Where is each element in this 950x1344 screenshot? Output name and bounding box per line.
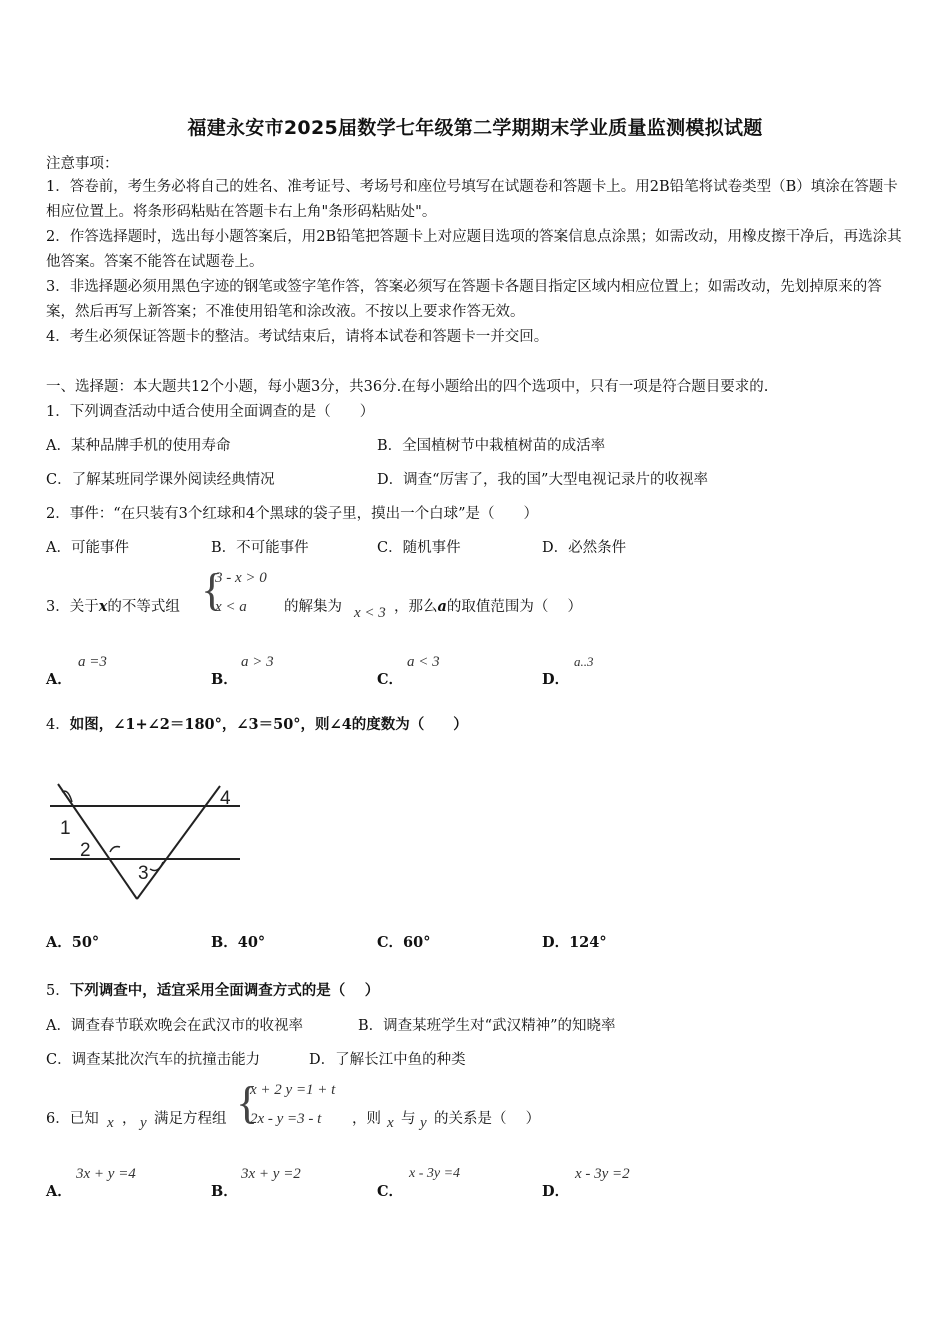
- notice-item-4: 4．考生必须保证答题卡的整洁。考试结束后，请将本试卷和答题卡一并交回。: [46, 329, 549, 345]
- page-title: 福建永安市2025届数学七年级第二学期期末学业质量监测模拟试题: [187, 117, 763, 139]
- q4-option-c[interactable]: C．60°: [377, 934, 431, 951]
- q1-option-a[interactable]: A．某种品牌手机的使用寿命: [46, 438, 231, 454]
- comma: ，: [122, 1111, 137, 1127]
- stem-text: 关于: [69, 599, 99, 615]
- angle-figure: [50, 782, 245, 904]
- question-6: [46, 1107, 99, 1128]
- q3-stem-end: [394, 595, 582, 616]
- notice-item-3: 3．非选择题必须用黑色字迹的钢笔或签字笔作答，答案必须写在答题卡各题目指定区域内相应位置上；如需改动，先划掉原来的答案，然后再写上新答案；不准使用铅笔和涂改液。不按以上要求作答无效。: [46, 279, 882, 320]
- question-number: 5．: [46, 983, 70, 999]
- stem-text: 与: [401, 1111, 416, 1127]
- q3-option-b-label[interactable]: B．: [211, 671, 238, 688]
- question-5: [46, 979, 379, 1000]
- q4-option-b[interactable]: B．40°: [211, 934, 266, 951]
- angle-label-2: 2: [80, 840, 91, 861]
- var-y: y: [140, 1115, 147, 1131]
- var-a: a: [437, 598, 447, 615]
- q6-option-b-math: 3x + y =2: [241, 1166, 301, 1182]
- question-stem: 下列调查中，适宜采用全面调查方式的是（ ）: [69, 982, 380, 999]
- q3-option-d-math: a..3: [574, 654, 594, 669]
- angle-label-3: 3: [138, 863, 149, 884]
- q6-option-c-math: x - 3y =4: [409, 1166, 461, 1181]
- var-x: x: [387, 1115, 394, 1131]
- q3-solution: x < 3: [354, 605, 386, 621]
- question-number: 6．: [46, 1111, 70, 1127]
- q3-option-b-math: a > 3: [241, 654, 274, 670]
- q3-option-a-label[interactable]: A．: [46, 671, 72, 688]
- system-brace: {: [236, 1077, 259, 1128]
- question-stem: 如图，∠1+∠2＝180°，∠3＝50°，则∠4的度数为（ ）: [69, 716, 468, 733]
- question-2: [46, 502, 538, 523]
- q3-option-d-label[interactable]: D．: [542, 671, 570, 688]
- var-x: x: [98, 598, 108, 615]
- q1-option-d[interactable]: D．调查“厉害了，我的国”大型电视记录片的收视率: [377, 472, 708, 488]
- angle-label-1: 1: [60, 818, 71, 839]
- q2-option-c[interactable]: C．随机事件: [377, 540, 461, 556]
- q5-option-a[interactable]: A．调查春节联欢晚会在武汉市的收视率: [46, 1018, 303, 1034]
- q5-option-b[interactable]: B．调查某班学生对“武汉精神”的知晓率: [358, 1018, 616, 1034]
- question-number: 2．: [46, 506, 70, 522]
- system-brace: {: [201, 564, 224, 615]
- question-3: [46, 595, 180, 616]
- q3-option-a-math: a =3: [78, 654, 107, 670]
- stem-text: 已知: [69, 1111, 99, 1127]
- notice-heading: 注意事项：: [46, 156, 119, 172]
- notice-item-1: 1．答卷前，考生务必将自己的姓名、准考证号、考场号和座位号填写在试题卷和答题卡上。用2B铅笔将试卷类型（B）填涂在答题卡相应位置上。将条形码粘贴在答题卡右上角"条形码粘贴处"。: [46, 179, 898, 220]
- section-heading: 一、选择题：本大题共12个小题，每小题3分，共36分.在每小题给出的四个选项中，只有一项是符合题目要求的.: [46, 379, 769, 395]
- q6-option-b-label[interactable]: B．: [211, 1183, 238, 1200]
- q4-option-a[interactable]: A．50°: [46, 934, 100, 951]
- q6-option-a-label[interactable]: A．: [46, 1183, 72, 1200]
- var-x: x: [107, 1115, 114, 1131]
- q3-stem-tail: [284, 595, 342, 616]
- q3-option-c-label[interactable]: C．: [377, 671, 404, 688]
- q5-option-d[interactable]: D．了解长江中鱼的种类: [309, 1052, 466, 1068]
- q5-option-c[interactable]: C．调查某批次汽车的抗撞击能力: [46, 1052, 261, 1068]
- q3-inequality-1: 3 - x > 0: [215, 570, 267, 586]
- question-number: 4．: [46, 717, 70, 733]
- stem-text: 的取值范围为（ ）: [446, 599, 583, 615]
- stem-text: 满足方程组: [154, 1111, 227, 1127]
- q6-equation-1: x + 2 y =1 + t: [250, 1082, 336, 1098]
- q2-option-d[interactable]: D．必然条件: [542, 540, 627, 556]
- q1-option-b[interactable]: B．全国植树节中栽植树苗的成活率: [377, 438, 606, 454]
- q6-option-c-label[interactable]: C．: [377, 1183, 404, 1200]
- stem-text: 的解集为: [284, 599, 342, 615]
- q2-option-b[interactable]: B．不可能事件: [211, 540, 309, 556]
- angle-label-4: 4: [220, 788, 231, 809]
- question-number: 1．: [46, 404, 70, 420]
- stem-text: ，那么: [394, 599, 438, 615]
- q6-equation-2: 2x - y =3 - t: [250, 1111, 322, 1127]
- question-1: [46, 400, 374, 421]
- q3-inequality-2: x < a: [215, 599, 247, 615]
- q2-option-a[interactable]: A．可能事件: [46, 540, 129, 556]
- question-number: 3．: [46, 599, 70, 615]
- stem-text: 的不等式组: [107, 599, 180, 615]
- var-y: y: [420, 1115, 427, 1131]
- notice-item-2: 2．作答选择题时，选出每小题答案后，用2B铅笔把答题卡上对应题目选项的答案信息点涂黑；如需改动，用橡皮擦干净后，再选涂其他答案。答案不能答在试题卷上。: [46, 229, 902, 270]
- stem-text: ，则: [352, 1111, 381, 1127]
- q6-option-a-math: 3x + y =4: [76, 1166, 136, 1182]
- q4-option-d[interactable]: D．124°: [542, 934, 607, 951]
- question-stem: 下列调查活动中适合使用全面调查的是（ ）: [69, 404, 375, 420]
- q6-option-d-math: x - 3y =2: [575, 1166, 630, 1182]
- question-stem: 事件：“在只装有3个红球和4个黑球的袋子里，摸出一个白球”是（ ）: [69, 506, 539, 522]
- q3-option-c-math: a < 3: [407, 654, 440, 670]
- q6-option-d-label[interactable]: D．: [542, 1183, 570, 1200]
- question-4: [46, 713, 468, 734]
- stem-text: 的关系是（ ）: [434, 1111, 541, 1127]
- q1-option-c[interactable]: C．了解某班同学课外阅读经典情况: [46, 472, 275, 488]
